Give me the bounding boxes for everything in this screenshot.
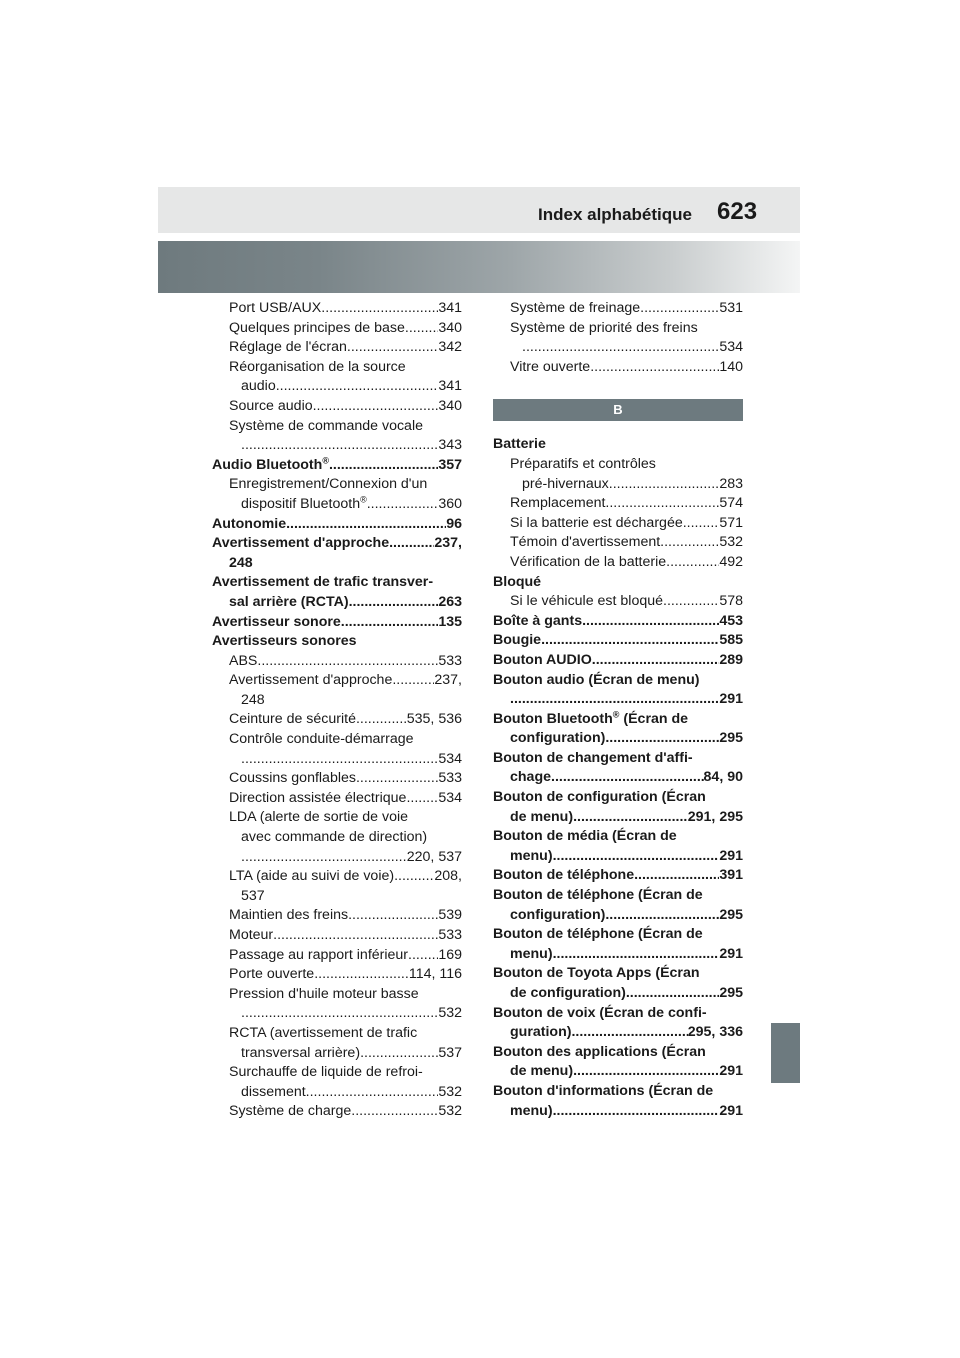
- index-entry-term: Batterie: [493, 436, 546, 453]
- dot-leader: [341, 613, 439, 633]
- header-band: [158, 187, 800, 233]
- index-entry: [212, 358, 462, 378]
- dot-leader: [408, 946, 438, 966]
- dot-leader: [683, 514, 720, 534]
- dot-leader: [356, 710, 407, 730]
- dot-leader: [663, 592, 719, 612]
- index-entry-page: 291: [719, 691, 743, 708]
- index-entry-term: de menu): [510, 1063, 574, 1080]
- index-entry: [493, 475, 743, 495]
- dot-leader: [640, 299, 719, 319]
- index-entry: [493, 866, 743, 886]
- index-entry-term: RCTA (avertissement de trafic: [229, 1024, 418, 1041]
- dot-leader: [582, 612, 719, 632]
- index-entry: [212, 554, 462, 574]
- index-entry-page: 295: [719, 906, 743, 923]
- index-entry: [212, 377, 462, 397]
- index-entry-term: Système de commande vocale: [229, 417, 423, 434]
- index-entry-term: Avertissement d'approche: [212, 535, 390, 552]
- index-entry-term: chage: [510, 769, 552, 786]
- index-entry-term: Système de freinage: [510, 300, 641, 316]
- index-entry-page: 291: [719, 847, 743, 864]
- index-column-right: [493, 299, 743, 1121]
- index-entry-term: 537: [241, 887, 265, 904]
- index-entry-page: 291: [719, 1102, 743, 1119]
- index-column-left: [212, 299, 462, 1122]
- index-entry: [212, 965, 462, 985]
- index-entry-page: 492: [719, 553, 743, 570]
- index-entry-term: Surchauffe de liquide de refroi-: [229, 1064, 423, 1081]
- index-entry-term: Si la batterie est déchargée: [510, 514, 683, 531]
- index-entry: [493, 358, 743, 378]
- index-entry: [493, 1023, 743, 1043]
- index-entry-page: 535, 536: [406, 711, 462, 728]
- index-entry: [212, 338, 462, 358]
- index-entry-page: 537: [438, 1044, 462, 1061]
- index-entry-term: Vitre ouverte: [510, 358, 591, 375]
- dot-leader: [553, 1102, 720, 1122]
- index-entry-term: menu): [510, 847, 553, 864]
- index-entry-term: Quelques principes de base: [229, 319, 405, 336]
- dot-leader: [590, 358, 719, 378]
- dot-leader: [348, 906, 438, 926]
- index-entry-term: avec commande de direction): [241, 829, 428, 846]
- index-entry-term: Pression d'huile moteur basse: [229, 985, 419, 1002]
- index-entry: [493, 729, 743, 749]
- index-entry: [212, 436, 462, 456]
- index-entry: [212, 946, 462, 966]
- index-entry: [493, 1043, 743, 1063]
- index-entry: [212, 534, 462, 554]
- index-entry-term: Coussins gonflables: [229, 770, 356, 787]
- index-entry: [212, 710, 462, 730]
- index-entry-term: Porte ouverte: [229, 966, 315, 983]
- index-entry-term: Bouton de téléphone (Écran de: [493, 887, 703, 904]
- dot-leader: [551, 768, 704, 788]
- index-entry: [493, 808, 743, 828]
- dot-leader: [605, 906, 719, 926]
- index-entry-term: Port USB/AUX: [229, 300, 322, 316]
- index-entry: [212, 828, 462, 848]
- index-entry: [493, 592, 743, 612]
- dot-leader: [510, 690, 719, 710]
- index-entry-term: Si le véhicule est bloqué: [510, 593, 664, 610]
- index-entry-term: ABS: [229, 652, 258, 669]
- index-entry: [212, 867, 462, 887]
- index-entry-page: 295: [719, 985, 743, 1001]
- index-entry: [212, 299, 462, 319]
- index-entry: [493, 631, 743, 651]
- index-entry-page: 283: [719, 475, 743, 492]
- index-entry-page: 84, 90: [703, 769, 743, 786]
- index-entry-page: 532: [438, 1005, 462, 1022]
- index-entry: [212, 848, 462, 868]
- index-entry-term: Ceinture de sécurité: [229, 711, 356, 728]
- index-entry: [212, 1083, 462, 1103]
- index-entry-term: guration): [510, 1024, 572, 1041]
- dot-leader: [360, 1044, 438, 1064]
- index-entry: [212, 417, 462, 437]
- index-entry-term: Audio Bluetooth®: [212, 455, 329, 473]
- dot-leader: [406, 789, 438, 809]
- index-entry-page: 220, 537: [406, 848, 462, 865]
- index-entry: [212, 593, 462, 613]
- index-entry-page: 295: [719, 730, 743, 747]
- index-entry: [493, 1062, 743, 1082]
- index-entry-page: 532: [438, 1083, 462, 1100]
- index-entry-page: 578: [719, 593, 743, 610]
- dot-leader: [573, 808, 688, 828]
- index-entry-term: Système de charge: [229, 1103, 352, 1120]
- index-entry-term: Passage au rapport inférieur: [229, 946, 409, 963]
- index-entry-term: Boîte à gants: [493, 612, 583, 629]
- dot-leader: [666, 553, 719, 573]
- index-entry-term: Bouton des applications (Écran: [493, 1043, 706, 1060]
- index-entry-term: Contrôle conduite-démarrage: [229, 731, 414, 748]
- index-entry-term: Bouton de téléphone (Écran de: [493, 926, 703, 943]
- page-number: 623: [717, 198, 758, 225]
- index-entry-page: 135: [438, 613, 462, 630]
- index-entry-page: 208,: [434, 868, 462, 885]
- index-entry: [493, 494, 743, 514]
- index-entry: [493, 338, 743, 358]
- index-entry: [493, 1082, 743, 1102]
- dot-leader: [314, 965, 409, 985]
- dot-leader: [573, 1062, 719, 1082]
- dot-leader: [241, 848, 407, 868]
- dot-leader: [367, 495, 439, 515]
- dot-leader: [660, 533, 719, 553]
- index-entry-term: Direction assistée électrique: [229, 789, 407, 806]
- index-entry: [493, 710, 743, 730]
- index-entry-page: 533: [438, 927, 462, 943]
- index-entry: [212, 319, 462, 339]
- index-entry: [212, 1102, 462, 1122]
- index-entry-page: 341: [438, 300, 462, 316]
- dot-leader: [356, 769, 438, 789]
- dot-leader: [605, 729, 719, 749]
- index-entry-page: 96: [446, 515, 462, 532]
- dot-leader: [571, 1023, 687, 1043]
- dot-leader: [321, 299, 438, 319]
- index-entry: [212, 671, 462, 691]
- index-entry: [493, 299, 743, 319]
- dot-leader: [609, 475, 720, 495]
- index-entry-term: Remplacement: [510, 495, 606, 512]
- index-entry-page: 571: [719, 514, 743, 531]
- index-entry-term: Bloqué: [493, 573, 542, 590]
- dot-leader: [394, 867, 434, 887]
- index-entry: [212, 397, 462, 417]
- index-entry-term: pré-hivernaux: [522, 475, 609, 492]
- index-entry-term: Bouton de média (Écran de: [493, 828, 677, 845]
- index-entry-term: de menu): [510, 808, 574, 825]
- index-entry: [212, 456, 462, 476]
- index-entry-term: Enregistrement/Connexion d'un: [229, 476, 428, 493]
- index-entry-term: Réglage de l'écran: [229, 339, 347, 356]
- dot-leader: [592, 651, 720, 671]
- index-entry: [212, 613, 462, 633]
- index-entry-term: 248: [229, 554, 253, 571]
- index-entry-term: Système de priorité des freins: [510, 319, 698, 336]
- dot-leader: [522, 338, 719, 358]
- index-entry-page: 291, 295: [687, 808, 743, 825]
- index-entry: [212, 730, 462, 750]
- dot-leader: [634, 866, 719, 886]
- dot-leader: [329, 456, 438, 476]
- index-entry: [493, 827, 743, 847]
- index-entry: [493, 886, 743, 906]
- index-entry-page: 341: [438, 378, 462, 395]
- index-entry-page: 295, 336: [687, 1024, 743, 1041]
- index-entry-page: 291: [719, 945, 743, 962]
- section-letter-bar: B: [493, 399, 743, 421]
- index-entry-page: 531: [719, 300, 743, 316]
- index-entry: [212, 769, 462, 789]
- index-entry-term: Avertissement d'approche: [229, 672, 393, 689]
- index-entry: [493, 749, 743, 769]
- index-entry-term: Bouton de téléphone: [493, 867, 635, 884]
- index-entry-term: LDA (alerte de sortie de voie: [229, 809, 409, 826]
- index-entry: [212, 475, 462, 495]
- index-entry: [493, 514, 743, 534]
- chapter-side-tab: [771, 1023, 800, 1083]
- index-right-top-entries: [493, 299, 743, 377]
- index-entry-page: 534: [719, 339, 743, 356]
- index-entry: [493, 945, 743, 965]
- index-entry-term: Bougie: [493, 632, 542, 649]
- index-entry: [212, 887, 462, 907]
- index-entry: [212, 515, 462, 535]
- index-entry: [493, 964, 743, 984]
- index-entry-term: Avertisseurs sonores: [212, 633, 357, 650]
- index-entry: [212, 632, 462, 652]
- index-entry-term: de configuration): [510, 985, 626, 1001]
- page-title: Index alphabétique: [538, 205, 692, 224]
- dot-leader: [553, 945, 720, 965]
- index-entry: [493, 690, 743, 710]
- index-entry-term: Bouton de voix (Écran de confi-: [493, 1004, 707, 1021]
- index-entry: [493, 1102, 743, 1122]
- index-entry-page: 291: [719, 1063, 743, 1080]
- index-entry-page: 237,: [434, 535, 462, 552]
- dot-leader: [626, 984, 719, 1004]
- index-entry: [212, 691, 462, 711]
- index-entry-term: Bouton d'informations (Écran de: [493, 1082, 714, 1099]
- index-entry-term: configuration): [510, 730, 606, 747]
- index-entry: [212, 1024, 462, 1044]
- index-entry-term: Bouton de changement d'affi-: [493, 749, 693, 766]
- index-entry: [212, 1063, 462, 1083]
- index-entry-term: menu): [510, 945, 553, 962]
- index-entry-term: sal arrière (RCTA): [229, 593, 349, 610]
- index-entry: [493, 906, 743, 926]
- index-entry: [493, 319, 743, 339]
- index-entry: [493, 533, 743, 553]
- dot-leader: [351, 1102, 438, 1122]
- index-entry-term: Maintien des freins: [229, 907, 349, 924]
- index-entry-term: Témoin d'avertissement: [510, 534, 661, 551]
- dot-leader: [405, 319, 438, 339]
- index-entry: [493, 455, 743, 475]
- index-entry-term: Bouton de Toyota Apps (Écran: [493, 965, 700, 982]
- dot-leader: [257, 652, 438, 672]
- index-entry-term: Vérification de la batterie: [510, 553, 667, 570]
- index-entry: [493, 612, 743, 632]
- index-entry: [212, 906, 462, 926]
- index-entry-page: 342: [438, 339, 462, 356]
- index-entry: [493, 435, 743, 455]
- index-right-bottom-entries: [493, 435, 743, 1121]
- index-entry: [212, 750, 462, 770]
- dot-leader: [541, 631, 719, 651]
- index-entry-term: Moteur: [229, 927, 274, 943]
- index-entry: [493, 768, 743, 788]
- index-entry: [493, 788, 743, 808]
- index-entry-term: Source audio: [229, 397, 313, 414]
- index-entry: [493, 651, 743, 671]
- index-entry-page: 532: [719, 534, 743, 551]
- index-entry: [493, 553, 743, 573]
- index-entry-term: menu): [510, 1102, 553, 1119]
- index-entry-term: 248: [241, 691, 265, 708]
- index-entry: [212, 789, 462, 809]
- index-entry-page: 585: [719, 632, 743, 649]
- index-entry: [493, 671, 743, 691]
- dot-leader: [347, 338, 438, 358]
- index-entry-page: 114, 116: [408, 966, 462, 983]
- index-entry: [493, 573, 743, 593]
- index-entry-page: 360: [438, 495, 462, 512]
- index-entry-term: LTA (aide au suivi de voie): [229, 868, 395, 885]
- index-entry-page: 343: [438, 437, 462, 454]
- index-entry-term: Autonomie: [212, 515, 287, 532]
- index-entry: [493, 984, 743, 1004]
- index-entry-term: configuration): [510, 906, 606, 923]
- index-entry: [493, 925, 743, 945]
- dot-leader: [306, 1083, 439, 1103]
- index-entry-term: Préparatifs et contrôles: [510, 455, 656, 472]
- index-entry-term: audio: [241, 378, 276, 395]
- index-entry-page: 534: [438, 750, 462, 767]
- index-entry-page: 391: [719, 867, 743, 884]
- index-entry-term: Réorganisation de la source: [229, 358, 406, 375]
- index-entry-page: 453: [719, 612, 743, 629]
- index-entry: [212, 985, 462, 1005]
- index-entry-term: dissement: [241, 1083, 306, 1100]
- dot-leader: [273, 926, 438, 946]
- index-entry-page: 237,: [434, 672, 462, 689]
- index-entry-page: 340: [438, 397, 462, 414]
- dot-leader: [389, 534, 434, 554]
- index-entry-page: 533: [438, 652, 462, 669]
- dot-leader: [313, 397, 439, 417]
- dot-leader: [553, 847, 720, 867]
- index-entry-term: Avertissement de trafic transver-: [212, 574, 434, 591]
- dot-leader: [605, 494, 719, 514]
- index-entry-page: 357: [438, 456, 462, 473]
- dot-leader: [392, 671, 434, 691]
- dot-leader: [349, 593, 439, 613]
- index-entry-page: 534: [438, 789, 462, 806]
- index-entry-term: Bouton Bluetooth® (Écran de: [493, 708, 689, 727]
- index-entry-page: 289: [719, 651, 743, 668]
- index-entry-page: 574: [719, 495, 743, 512]
- index-entry-term: Bouton AUDIO: [493, 651, 592, 668]
- dot-leader: [241, 436, 438, 456]
- index-entry: [212, 1004, 462, 1024]
- index-entry-term: Bouton de configuration (Écran: [493, 789, 706, 806]
- index-entry-page: 533: [438, 770, 462, 787]
- index-entry-term: Avertisseur sonore: [212, 613, 341, 630]
- index-entry-page: 532: [438, 1103, 462, 1120]
- index-entry: [493, 847, 743, 867]
- index-entry: [212, 495, 462, 515]
- dot-leader: [241, 750, 438, 770]
- index-entry: [493, 1004, 743, 1024]
- index-entry: [212, 926, 462, 946]
- dot-leader: [276, 377, 439, 397]
- index-entry-page: 169: [438, 946, 462, 963]
- decorative-gradient-band: [158, 241, 800, 293]
- index-entry-page: 140: [719, 358, 743, 375]
- index-entry-page: 263: [438, 593, 462, 610]
- index-entry: [212, 573, 462, 593]
- index-entry-page: 340: [438, 319, 462, 336]
- index-entry: [212, 808, 462, 828]
- index-entry-term: Bouton audio (Écran de menu): [493, 671, 700, 688]
- index-entry-page: 539: [438, 907, 462, 924]
- index-entry-term: dispositif Bluetooth®: [241, 494, 367, 512]
- index-entry: [212, 652, 462, 672]
- dot-leader: [286, 515, 446, 535]
- dot-leader: [241, 1004, 438, 1024]
- index-entry: [212, 1044, 462, 1064]
- index-entry-term: transversal arrière): [241, 1044, 361, 1061]
